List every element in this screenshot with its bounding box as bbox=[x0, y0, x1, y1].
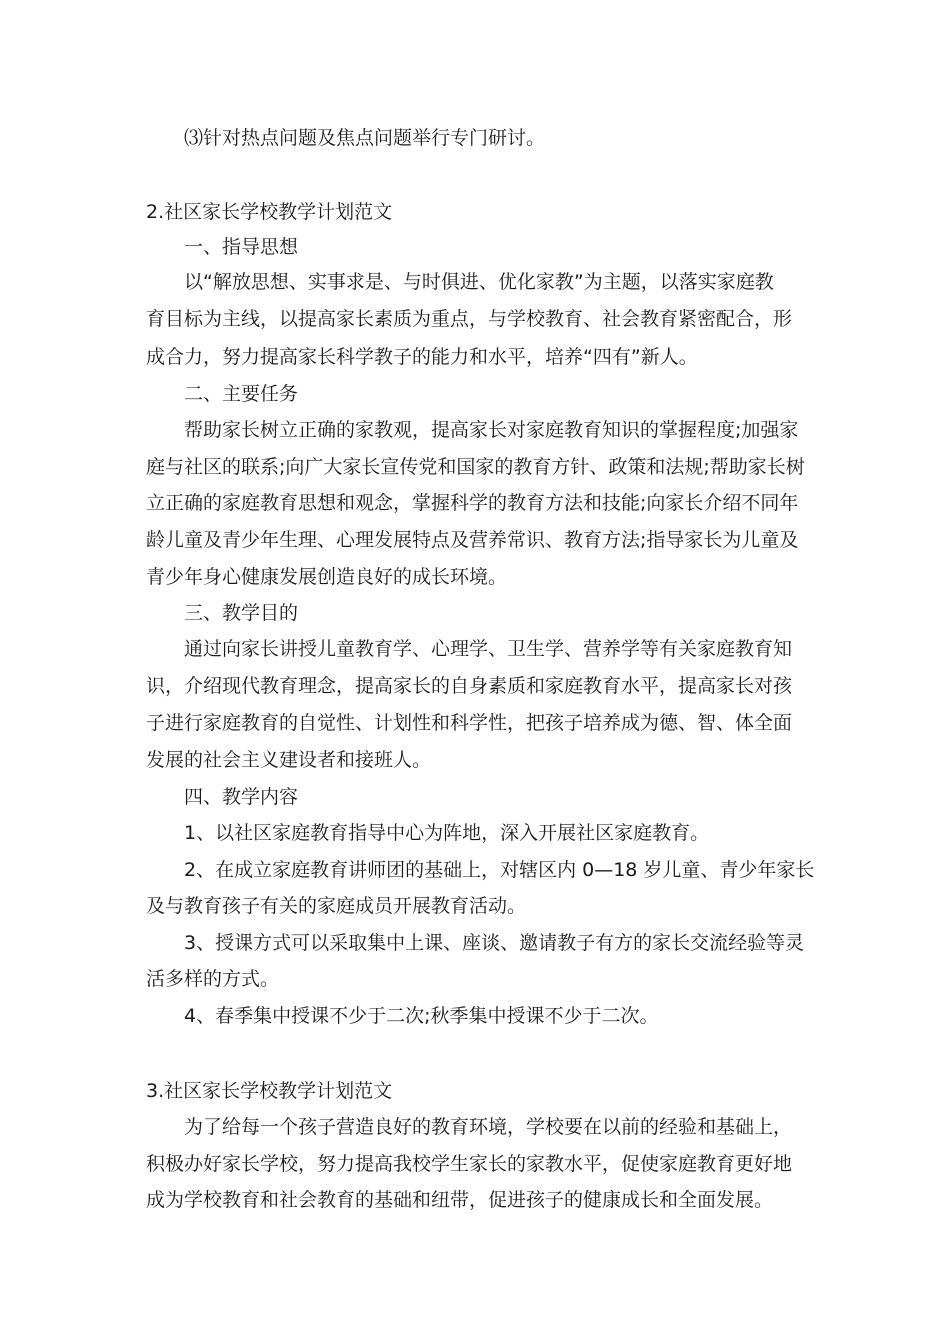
paragraph-line: 成合力，努力提高家长科学教子的能力和水平，培养“四有”新人。 bbox=[146, 346, 698, 368]
paragraph-line: 为了给每一个孩子营造良好的教育环境，学校要在以前的经验和基础上， bbox=[184, 1116, 793, 1138]
paragraph-line: 子进行家庭教育的自觉性、计划性和科学性，把孩子培养成为德、智、体全面 bbox=[146, 712, 793, 734]
paragraph-line: 育目标为主线，以提高家长素质为重点，与学校教育、社会教育紧密配合，形 bbox=[146, 308, 793, 330]
paragraph-line: 庭与社区的联系;向广大家长宣传党和国家的教育方针、政策和法规;帮助家长树 bbox=[146, 456, 805, 478]
content-item-4: 4、春季集中授课不少于二次;秋季集中授课不少于二次。 bbox=[184, 1005, 659, 1027]
heading-guiding-thought: 一、指导思想 bbox=[184, 236, 299, 258]
paragraph-line: 发展的社会主义建设者和接班人。 bbox=[146, 749, 432, 771]
content-item-1: 1、以社区家庭教育指导中心为阵地，深入开展社区家庭教育。 bbox=[184, 822, 710, 844]
list-item-3: ⑶针对热点问题及焦点问题举行专门研讨。 bbox=[184, 127, 546, 149]
content-item-2: 2、在成立家庭教育讲师团的基础上，对辖区内 0—18 岁儿童、青少年家长 bbox=[184, 859, 815, 881]
paragraph-line: 以“解放思想、实事求是、与时俱进、优化家教”为主题，以落实家庭教 bbox=[184, 271, 774, 293]
paragraph-line: 积极办好家长学校，努力提高我校学生家长的家教水平，促使家庭教育更好地 bbox=[146, 1153, 793, 1175]
paragraph-line: 立正确的家庭教育思想和观念，掌握科学的教育方法和技能;向家长介绍不同年 bbox=[146, 492, 799, 514]
paragraph-line: 通过向家长讲授儿童教育学、心理学、卫生学、营养学等有关家庭教育知 bbox=[184, 638, 793, 660]
section-2-title: 2.社区家长学校教学计划范文 bbox=[146, 201, 393, 223]
paragraph-line: 青少年身心健康发展创造良好的成长环境。 bbox=[146, 566, 508, 588]
paragraph-line: 帮助家长树立正确的家教观，提高家长对家庭教育知识的掌握程度;加强家 bbox=[184, 419, 799, 441]
content-item-2-cont: 及与教育孩子有关的家庭成员开展教育活动。 bbox=[146, 895, 527, 917]
paragraph-line: 识，介绍现代教育理念，提高家长的自身素质和家庭教育水平，提高家长对孩 bbox=[146, 675, 793, 697]
heading-teaching-content: 四、教学内容 bbox=[184, 786, 299, 808]
paragraph-line: 龄儿童及青少年生理、心理发展特点及营养常识、教育方法;指导家长为儿童及 bbox=[146, 529, 799, 551]
content-item-3-cont: 活多样的方式。 bbox=[146, 968, 280, 990]
paragraph-line: 成为学校教育和社会教育的基础和纽带，促进孩子的健康成长和全面发展。 bbox=[146, 1189, 774, 1211]
heading-main-tasks: 二、主要任务 bbox=[184, 383, 299, 405]
content-item-3: 3、授课方式可以采取集中上课、座谈、邀请教子有方的家长交流经验等灵 bbox=[184, 932, 805, 954]
section-3-title: 3.社区家长学校教学计划范文 bbox=[146, 1080, 393, 1102]
heading-teaching-purpose: 三、教学目的 bbox=[184, 602, 299, 624]
